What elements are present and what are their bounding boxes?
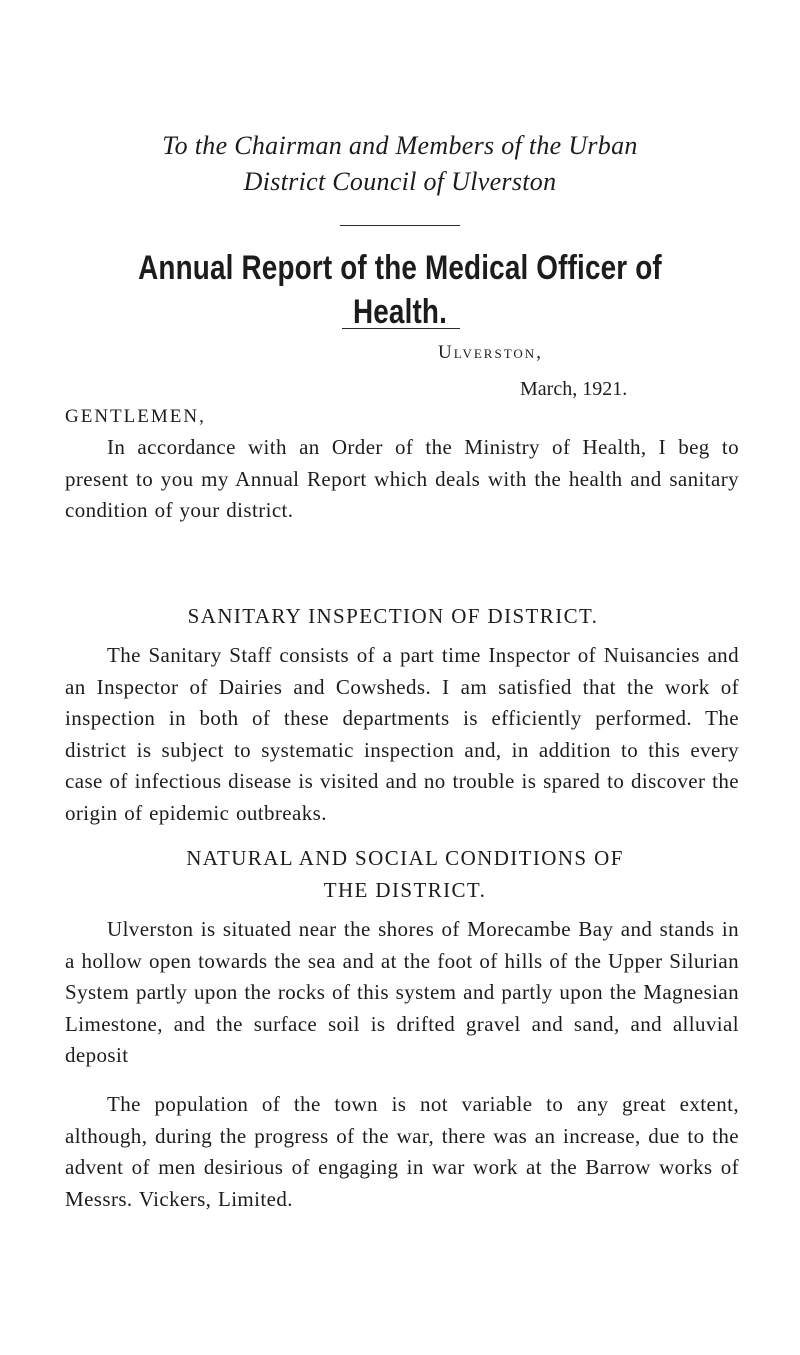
heading-natural-line-1: NATURAL AND SOCIAL CONDITIONS OF xyxy=(186,846,624,870)
paragraph-intro: In accordance with an Order of the Ministry of Health, I beg to present to you my Annual Report which deals with the health and sanitary condition of your district. xyxy=(65,435,739,522)
divider-top xyxy=(340,225,460,226)
address-line-1: To the Chairman and Members of the Urban xyxy=(162,131,638,160)
paragraph-sanitary-staff: The Sanitary Staff consists of a part time Inspector of Nuisancies and an Inspector of Dairies and Cowsheds. I am satisfied that the work of inspection in both of these departments is efficiently performed. The district is subject to systematic inspection and, in addition to this every case of infectious disease is visited and no trouble is spared to discover the origin of epidemic outbreaks. xyxy=(65,643,739,825)
heading-sanitary-inspection: SANITARY INSPECTION OF DISTRICT. xyxy=(187,604,599,628)
paragraph-population: The population of the town is not variable to any great extent, although, during the progress of the war, there was an increase, due to the advent of men desirious of engaging in war work at the Barrow works of Messrs. Vickers, Limited. xyxy=(65,1092,739,1211)
salutation: GENTLEMEN, xyxy=(65,406,206,427)
divider-bottom xyxy=(342,328,460,329)
heading-natural-line-2: THE DISTRICT. xyxy=(323,878,487,902)
date-line: March, 1921. xyxy=(520,378,628,400)
paragraph-natural-conditions: Ulverston is situated near the shores of Morecambe Bay and stands in a hollow open towards the sea and at the foot of hills of the Upper Silurian System partly upon the rocks of this system and partly upon the Magnesian Limestone, and the surface soil is drifted gravel and sand, and alluvial deposit xyxy=(65,917,739,1067)
place-line: Ulverston, xyxy=(438,342,543,363)
address-line-2: District Council of Ulverston xyxy=(243,167,557,196)
report-title: Annual Report of the Medical Officer of Health. xyxy=(138,249,662,331)
heading-natural-social-conditions xyxy=(60,842,750,906)
